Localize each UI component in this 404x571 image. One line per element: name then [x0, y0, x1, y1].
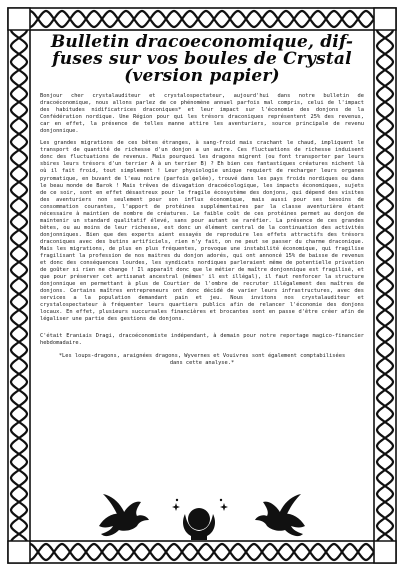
signature-paragraph: C'était Eraniais Dragi, dracoéconomiste indépendant, à demain pour notre reportage magico-financier hebdomadaire. — [40, 332, 364, 346]
title-line-2: fuses sur vos boules de Crystal — [52, 49, 352, 69]
dragon-left-icon — [99, 494, 149, 536]
moon-hands-crystal-ball-icon — [172, 492, 228, 540]
page-title — [40, 34, 364, 85]
bottom-ornament — [95, 486, 309, 542]
intro-paragraph: Bonjour cher crystalauditeur et crystalospectateur, aujourd'hui dans notre bulletin de dracoéconomique, nous allons parlez de ce phénomène annuel parfois mal compris, celui de l'impact des habitudes nidificatrices draconiques* et leur impact sur l'économie des donjons de la Confédération nordique. Une Région pour qui les trésors draconiques représentent 25% des revenus, car en effet, la présence de telles manne attire les aventuriers, source principale de revenu donjonnique. — [40, 93, 364, 135]
title-line-3: (version papier) — [124, 66, 280, 86]
title-line-1: Bulletin dracoeconomique, dif- — [50, 32, 354, 52]
footnote: *Les loups-dragons, araignées dragons, Wyvernes et Vouivres sont également comptabilisées dans cette analyse.* — [58, 352, 346, 366]
main-paragraph: Les grandes migrations de ces bêtes étranges, à sang-froid mais crachant le chaud, impliquent le transport de quantité de richesse d'un donjon a un autre. Ces fluctuations de richesse induisent donc des fluctuations de revenus. Mais pourquoi les dragons migrent (ou font transporter par leurs sbires leurs trésors d'un terrier A à un terrier B) ? Eh bien ces fantastiques créatures nichent là où il fait froid, tout simplement ! Leur physiologie unique requiert de recharger leurs organes pyromatique, en buvant de l'eau noire (parfois gelée), trouvé dans les pays froids nordiques ou dans le beau monde de Barok ! Mais trêves de divagation dracoécologique, les impacts économiques, sujets de ce soir, sont en effet désastreux pour le fragile écosystème des donjons, qui dépend des visites des aventuriers non seulement pour son influx économique, mais aussi pour ses besoins de consommation courantes, l'apport de protéines supplémentaires par la classe aventurière étant nécessaire à maintien de nombre de créatures. Le faible coût de ces protéines permet au donjon de maintenir un standard qualitatif élevé, sans pour autant se raréfier. La présence de ces grandes bêtes, ou au moins de leur richesse, est donc un élément central de la continuation des activités donjonniques. Bien que des experts aient essayés de reproduire les effets attractifs des trésors draconiques avec des butins artificiels, rien n'y fait, on ne peut se passer du charme draconique. Mais les migrations, de plus en plus fréquentes, provoque une instabilité économique, qui fragilise fragilisant la profession de nos maitres du donjon adorés, qui ont annoncé 15% de baisse de revenus et donc des conséquences lourdes, les syndicats nordiques parleraient même de potentielle privation de goûter si rien ne change ! Il apparaît donc que le métier de maître donjonnique est fragilisé, et que pour préserver cet artisanat ancestral (mêmes' il est illégal), il faut renforcer la structure donjonnique en permettant à plus de Courtier de l'ombre de recruter illégalement des maîtres de donjons. Certains maîtres entrepreneurs ont donc décidé de varier leurs infrastructures, avec des services a la population demandant pain et jeu. Nous invitons nos crystalauditeur et crystalospectateur à fréquenter leurs quartiers publics afin de relancer l'économie des donjons locaux. En effet, plusieurs succursales financières et brocantes sont en passe d'être créer afin de légaliser une partie des gestions de donjons. — [40, 140, 364, 323]
dragon-right-icon — [255, 494, 305, 536]
bulletin-content — [40, 30, 364, 550]
